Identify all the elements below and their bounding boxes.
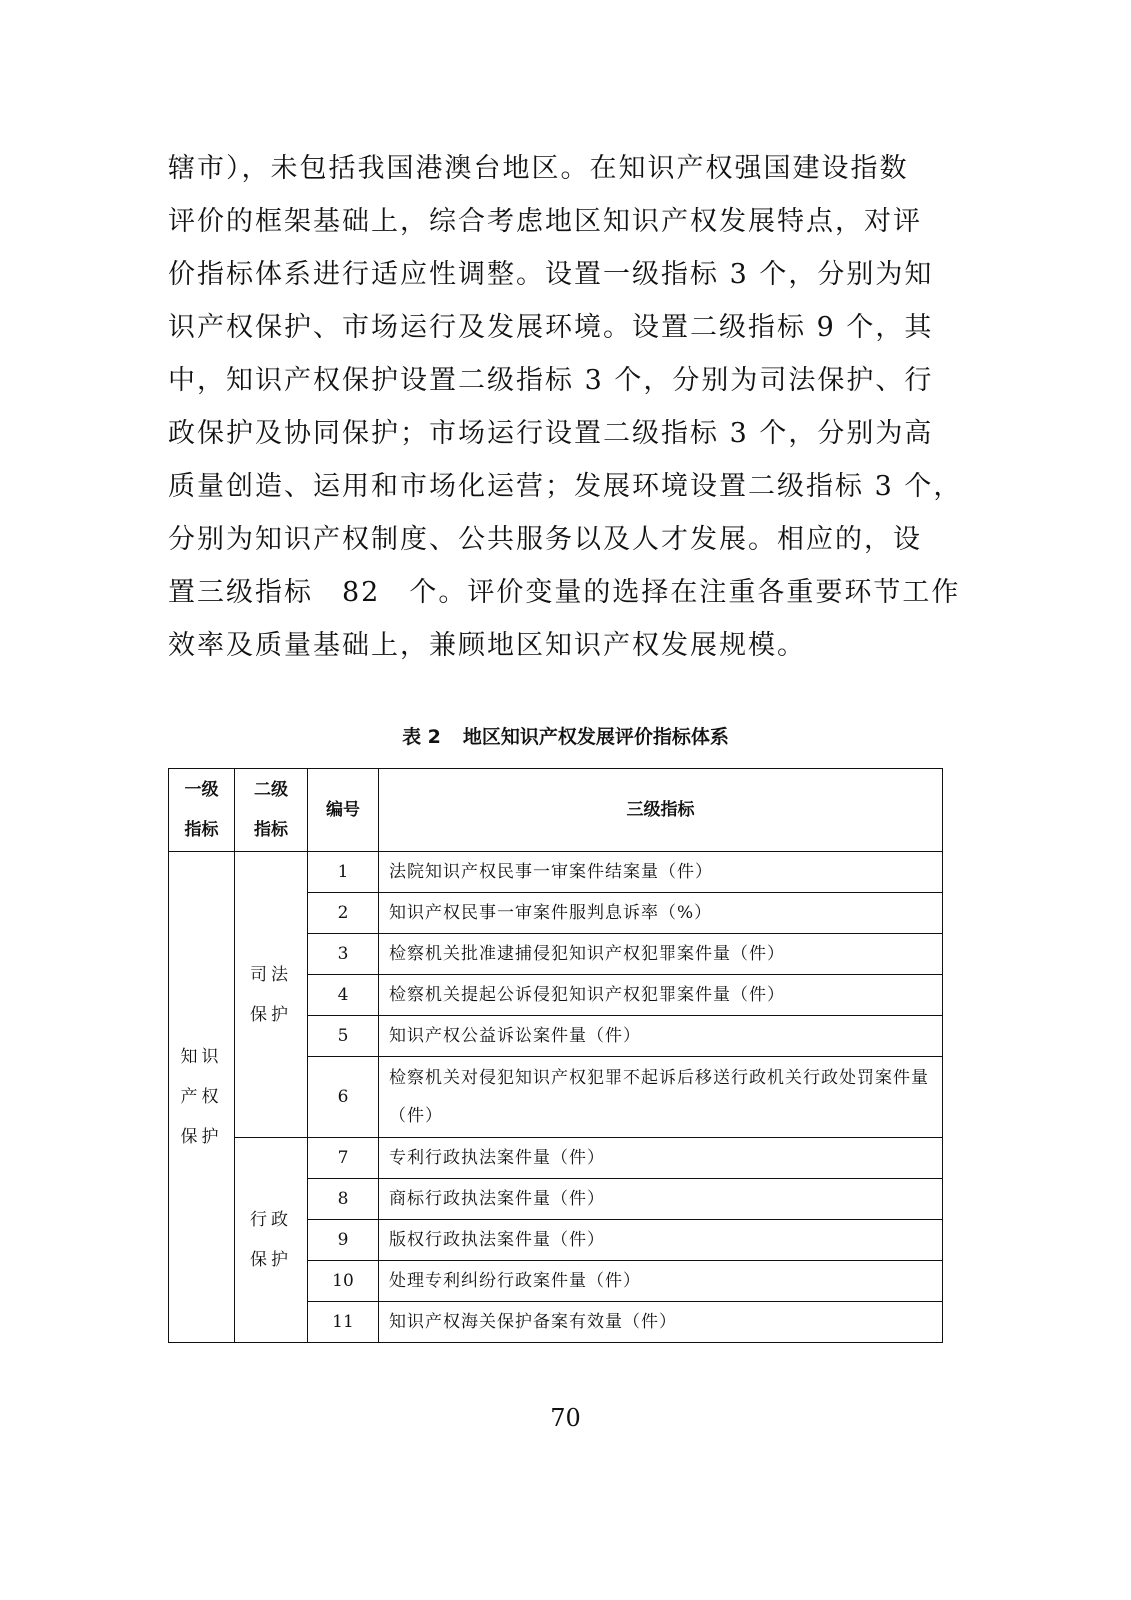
row-indicator: 处理专利纠纷行政案件量（件） [379, 1261, 943, 1302]
row-number: 4 [308, 975, 379, 1016]
header-number: 编号 [308, 769, 379, 852]
paragraph-line: 辖市），未包括我国港澳台地区。在知识产权强国建设指数 [168, 153, 909, 184]
body-paragraph [168, 142, 963, 672]
row-number: 10 [308, 1261, 379, 1302]
paragraph-line: 分别为知识产权制度、公共服务以及人才发展。相应的，设 [168, 524, 922, 555]
paragraph-line: 政保护及协同保护；市场运行设置二级指标 3 个，分别为高 [168, 418, 934, 449]
row-indicator: 专利行政执法案件量（件） [379, 1138, 943, 1179]
header-level2: 二级 指标 [235, 769, 308, 852]
row-indicator: 检察机关提起公诉侵犯知识产权犯罪案件量（件） [379, 975, 943, 1016]
row-indicator: 版权行政执法案件量（件） [379, 1220, 943, 1261]
table-number: 表 2 [402, 726, 441, 748]
paragraph-line: 识产权保护、市场运行及发展环境。设置二级指标 9 个，其 [168, 312, 934, 343]
table-caption [0, 722, 1131, 749]
row-number: 7 [308, 1138, 379, 1179]
row-number: 9 [308, 1220, 379, 1261]
row-number: 1 [308, 852, 379, 893]
table-header-row [169, 769, 943, 852]
header-level1: 一级 指标 [169, 769, 235, 852]
row-indicator: 知识产权海关保护备案有效量（件） [379, 1302, 943, 1343]
level2-cell-administrative: 行政 保护 [235, 1138, 308, 1343]
level2-cell-judicial: 司法 保护 [235, 852, 308, 1138]
paragraph-line: 价指标体系进行适应性调整。设置一级指标 3 个，分别为知 [168, 259, 934, 290]
row-number: 3 [308, 934, 379, 975]
page-number: 70 [550, 1404, 581, 1432]
table-title: 地区知识产权发展评价指标体系 [462, 726, 729, 748]
paragraph-line: 置三级指标 82 个。评价变量的选择在注重各重要环节工作 [168, 577, 961, 608]
header-level3: 三级指标 [379, 769, 943, 852]
row-indicator: 知识产权民事一审案件服判息诉率（%） [379, 893, 943, 934]
row-indicator: 检察机关批准逮捕侵犯知识产权犯罪案件量（件） [379, 934, 943, 975]
row-number: 11 [308, 1302, 379, 1343]
paragraph-line: 中，知识产权保护设置二级指标 3 个，分别为司法保护、行 [168, 365, 934, 396]
level1-cell: 知识 产权 保护 [169, 852, 235, 1343]
table-row [169, 1138, 943, 1179]
paragraph-line: 质量创造、运用和市场化运营；发展环境设置二级指标 3 个， [168, 471, 963, 502]
row-number: 6 [308, 1057, 379, 1138]
row-number: 5 [308, 1016, 379, 1057]
row-indicator: 检察机关对侵犯知识产权犯罪不起诉后移送行政机关行政处罚案件量（件） [379, 1057, 943, 1138]
row-indicator: 法院知识产权民事一审案件结案量（件） [379, 852, 943, 893]
row-number: 2 [308, 893, 379, 934]
paragraph-line: 效率及质量基础上，兼顾地区知识产权发展规模。 [168, 630, 806, 661]
row-indicator: 商标行政执法案件量（件） [379, 1179, 943, 1220]
paragraph-line: 评价的框架基础上，综合考虑地区知识产权发展特点，对评 [168, 206, 922, 237]
row-indicator: 知识产权公益诉讼案件量（件） [379, 1016, 943, 1057]
table-row [169, 852, 943, 893]
indicator-table [168, 768, 943, 1343]
row-number: 8 [308, 1179, 379, 1220]
